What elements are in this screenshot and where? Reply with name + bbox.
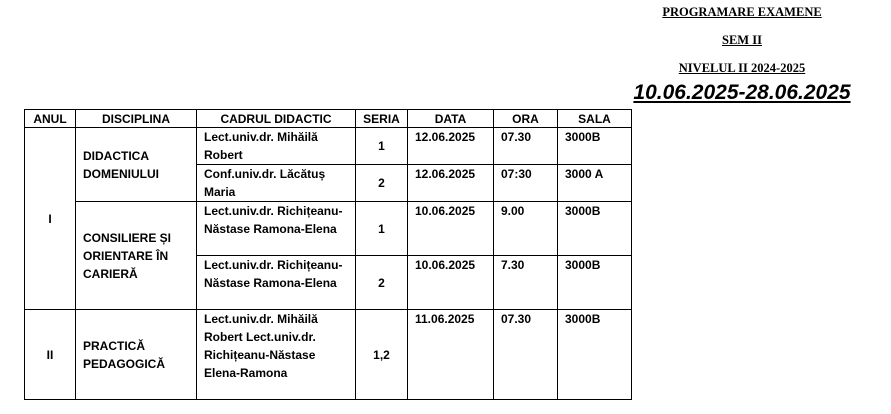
col-header-data: DATA [408, 110, 494, 128]
cell-cadru: Lect.univ.dr. Mihăilă Robert [197, 128, 356, 165]
table-row [25, 310, 632, 400]
cell-data: 12.06.2025 [408, 128, 494, 165]
cell-seria: 1 [356, 128, 408, 165]
title-exam-period: 10.06.2025-28.06.2025 [633, 81, 851, 104]
cell-sala: 3000B [558, 310, 632, 400]
cell-ora: 07.30 [494, 128, 558, 165]
cell-seria: 1 [356, 202, 408, 256]
cell-sala: 3000B [558, 202, 632, 256]
title-level-year: NIVELUL II 2024-2025 [678, 61, 806, 75]
cell-seria: 1,2 [356, 310, 408, 400]
cell-data: 10.06.2025 [408, 202, 494, 256]
cell-cadru: Lect.univ.dr. Mihăilă Robert Lect.univ.dr. Richițeanu-Năstase Elena-Ramona [197, 310, 356, 400]
cell-seria: 2 [356, 165, 408, 202]
col-header-ora: ORA [494, 110, 558, 128]
col-header-anul: ANUL [25, 110, 76, 128]
cell-sala: 3000B [558, 256, 632, 310]
cell-disciplina: CONSILIERE ȘI ORIENTARE ÎN CARIERĂ [76, 202, 197, 310]
cell-cadru: Lect.univ.dr. Richițeanu-Năstase Ramona-Elena [197, 202, 356, 256]
cell-sala: 3000B [558, 128, 632, 165]
cell-seria: 2 [356, 256, 408, 310]
cell-data: 10.06.2025 [408, 256, 494, 310]
cell-cadru: Lect.univ.dr. Richițeanu-Năstase Ramona-Elena [197, 256, 356, 310]
cell-anul: II [25, 310, 76, 400]
cell-ora: 07:30 [494, 165, 558, 202]
cell-cadru: Conf.univ.dr. Lăcătuș Maria [197, 165, 356, 202]
cell-data: 11.06.2025 [408, 310, 494, 400]
cell-data: 12.06.2025 [408, 165, 494, 202]
cell-anul: I [25, 128, 76, 310]
title-programare-examene: PROGRAMARE EXAMENE [662, 5, 822, 19]
col-header-sala: SALA [558, 110, 632, 128]
cell-ora: 7.30 [494, 256, 558, 310]
cell-disciplina: PRACTICĂ PEDAGOGICĂ [76, 310, 197, 400]
cell-ora: 07.30 [494, 310, 558, 400]
col-header-cadrul-didactic: CADRUL DIDACTIC [197, 110, 356, 128]
exam-schedule-table [24, 109, 632, 400]
table-row [25, 202, 632, 256]
cell-ora: 9.00 [494, 202, 558, 256]
cell-disciplina: DIDACTICA DOMENIULUI [76, 128, 197, 202]
table-header-row [25, 110, 632, 128]
table-row [25, 128, 632, 165]
col-header-disciplina: DISCIPLINA [76, 110, 197, 128]
cell-sala: 3000 A [558, 165, 632, 202]
col-header-seria: SERIA [356, 110, 408, 128]
title-semester: SEM II [722, 33, 762, 47]
